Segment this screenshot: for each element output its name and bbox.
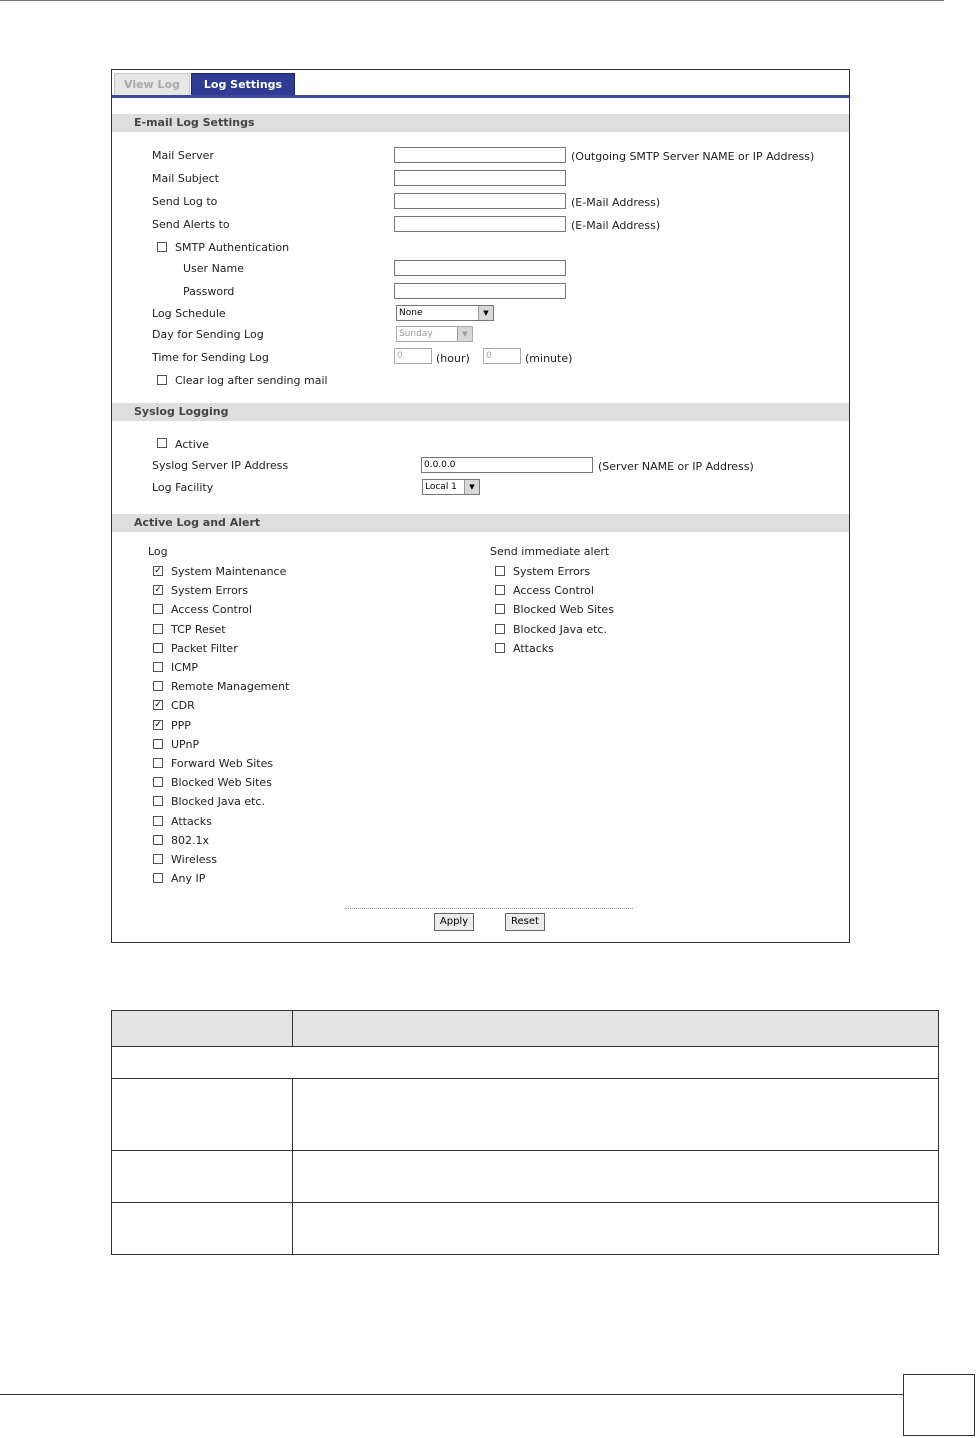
tab-bar — [112, 70, 849, 98]
log-item-label: Blocked Web Sites — [171, 776, 272, 790]
send-alerts-input[interactable] — [394, 216, 566, 232]
log-schedule-select[interactable] — [396, 305, 494, 321]
mail-subject-label: Mail Subject — [152, 172, 219, 185]
apply-button[interactable]: Apply — [434, 913, 474, 931]
table-cell — [293, 1151, 939, 1203]
log-item-label: System Errors — [171, 584, 249, 598]
active-log-section-header — [112, 514, 849, 532]
top-rule — [0, 0, 944, 1]
table-section-row — [112, 1047, 939, 1079]
log-item-checkbox[interactable]: ✓ — [154, 585, 162, 596]
table-header-row — [112, 1011, 939, 1047]
alert-item-checkbox[interactable] — [495, 566, 505, 576]
log-item-checkbox[interactable] — [153, 854, 163, 864]
log-item-label: TCP Reset — [171, 622, 226, 636]
log-facility-label: Log Facility — [152, 481, 214, 494]
divider — [345, 908, 633, 909]
syslog-server-note: (Server NAME or IP Address) — [598, 460, 754, 473]
send-alerts-label: Send Alerts to — [152, 218, 230, 231]
alert-item-label: Attacks — [513, 641, 554, 655]
log-item-label: 802.1x — [171, 833, 210, 847]
email-section-title: E-mail Log Settings — [134, 116, 255, 129]
chevron-down-icon: ▼ — [464, 480, 479, 494]
syslog-active-label: Active — [175, 438, 210, 451]
log-item-checkbox[interactable] — [153, 662, 163, 672]
log-item-label: System Maintenance — [171, 565, 287, 578]
minute-unit: (minute) — [525, 352, 573, 365]
reset-button[interactable]: Reset — [505, 913, 545, 931]
log-item-checkbox[interactable] — [153, 624, 163, 634]
clear-log-checkbox[interactable] — [157, 375, 167, 385]
tab-view-log[interactable]: View Log — [114, 73, 190, 95]
time-sending-label: Time for Sending Log — [152, 351, 269, 364]
send-log-input[interactable] — [394, 193, 566, 209]
alert-item-label: System Errors — [513, 565, 591, 578]
table-cell — [293, 1079, 939, 1151]
user-name-input[interactable] — [394, 260, 566, 276]
syslog-section-header — [112, 403, 849, 421]
password-input[interactable] — [394, 283, 566, 299]
log-column-heading: Log — [148, 545, 168, 558]
active-log-section-title: Active Log and Alert — [134, 516, 261, 529]
footer-rule — [0, 1394, 903, 1395]
log-item-label: Blocked Java etc. — [171, 795, 265, 809]
alert-item-label: Blocked Web Sites — [513, 603, 614, 617]
log-item-label: Packet Filter — [171, 641, 238, 655]
log-item-checkbox[interactable] — [153, 681, 163, 691]
alert-item-checkbox[interactable] — [495, 604, 505, 614]
smtp-auth-label: SMTP Authentication — [175, 241, 290, 254]
table-section-cell — [112, 1047, 939, 1079]
description-table — [111, 1010, 939, 1255]
log-item-label: ICMP — [171, 661, 199, 674]
table-header-cell — [293, 1011, 939, 1047]
log-schedule-value: None — [399, 308, 423, 318]
send-log-label: Send Log to — [152, 195, 218, 208]
log-item-checkbox[interactable] — [153, 816, 163, 826]
alert-item-checkbox[interactable] — [495, 585, 505, 595]
syslog-server-label: Syslog Server IP Address — [152, 459, 289, 472]
log-item-checkbox[interactable] — [153, 796, 163, 806]
password-label: Password — [183, 285, 235, 298]
log-item-checkbox[interactable]: ✓ — [154, 700, 162, 711]
minute-input[interactable]: 0 — [483, 348, 521, 364]
table-cell — [112, 1079, 293, 1151]
log-facility-value: Local 1 — [425, 482, 457, 492]
hour-unit: (hour) — [436, 352, 470, 365]
table-cell — [293, 1203, 939, 1255]
send-log-note: (E-Mail Address) — [571, 196, 661, 209]
log-item-checkbox[interactable] — [153, 739, 163, 749]
alert-column-heading: Send immediate alert — [490, 545, 610, 558]
hour-input[interactable]: 0 — [394, 348, 432, 364]
mail-server-label: Mail Server — [152, 149, 214, 162]
mail-server-input[interactable] — [394, 147, 566, 163]
log-item-label: UPnP — [171, 737, 200, 751]
syslog-section-title: Syslog Logging — [134, 405, 229, 418]
log-schedule-label: Log Schedule — [152, 307, 226, 320]
table-row — [112, 1079, 939, 1151]
user-name-label: User Name — [183, 262, 245, 275]
log-item-label: Forward Web Sites — [171, 757, 274, 770]
alert-item-label: Blocked Java etc. — [513, 622, 607, 636]
log-item-checkbox[interactable] — [153, 758, 163, 768]
log-item-label: Attacks — [171, 814, 212, 828]
log-item-checkbox[interactable]: ✓ — [154, 566, 162, 576]
chevron-down-icon: ▼ — [478, 306, 493, 320]
table-header-cell — [112, 1011, 293, 1047]
log-facility-select[interactable] — [422, 479, 480, 495]
log-item-checkbox[interactable] — [153, 835, 163, 845]
log-item-label: CDR — [171, 699, 195, 713]
table-row — [112, 1151, 939, 1203]
table-cell — [112, 1203, 293, 1255]
syslog-server-input[interactable]: 0.0.0.0 — [421, 457, 593, 473]
mail-server-note: (Outgoing SMTP Server NAME or IP Address) — [571, 150, 815, 163]
log-item-checkbox[interactable] — [153, 643, 163, 653]
log-item-label: Access Control — [171, 603, 252, 617]
table-row — [112, 1203, 939, 1255]
log-item-checkbox[interactable] — [153, 873, 163, 883]
day-sending-label: Day for Sending Log — [152, 328, 264, 341]
day-sending-select[interactable] — [396, 326, 473, 342]
log-item-checkbox[interactable] — [153, 604, 163, 614]
email-section-header — [112, 114, 849, 132]
alert-item-checkbox[interactable] — [495, 624, 505, 634]
log-item-checkbox[interactable] — [153, 777, 163, 787]
log-item-label: Remote Management — [171, 680, 290, 694]
alert-item-label: Access Control — [513, 584, 594, 598]
smtp-auth-checkbox[interactable] — [157, 242, 167, 252]
log-item-checkbox[interactable]: ✓ — [154, 719, 162, 730]
clear-log-label: Clear log after sending mail — [175, 374, 328, 387]
tab-log-settings[interactable]: Log Settings — [191, 73, 295, 95]
mail-subject-input[interactable] — [394, 170, 566, 186]
alert-item-checkbox[interactable] — [495, 643, 505, 653]
table-cell — [112, 1151, 293, 1203]
syslog-active-checkbox[interactable] — [157, 438, 167, 448]
page-number-box — [903, 1374, 975, 1436]
log-settings-panel — [111, 69, 850, 943]
log-item-label: PPP — [171, 718, 191, 732]
send-alerts-note: (E-Mail Address) — [571, 219, 661, 232]
day-sending-value: Sunday — [399, 329, 433, 339]
log-item-label: Any IP — [171, 872, 206, 886]
log-item-label: Wireless — [171, 853, 218, 866]
chevron-down-icon: ▼ — [457, 327, 472, 341]
